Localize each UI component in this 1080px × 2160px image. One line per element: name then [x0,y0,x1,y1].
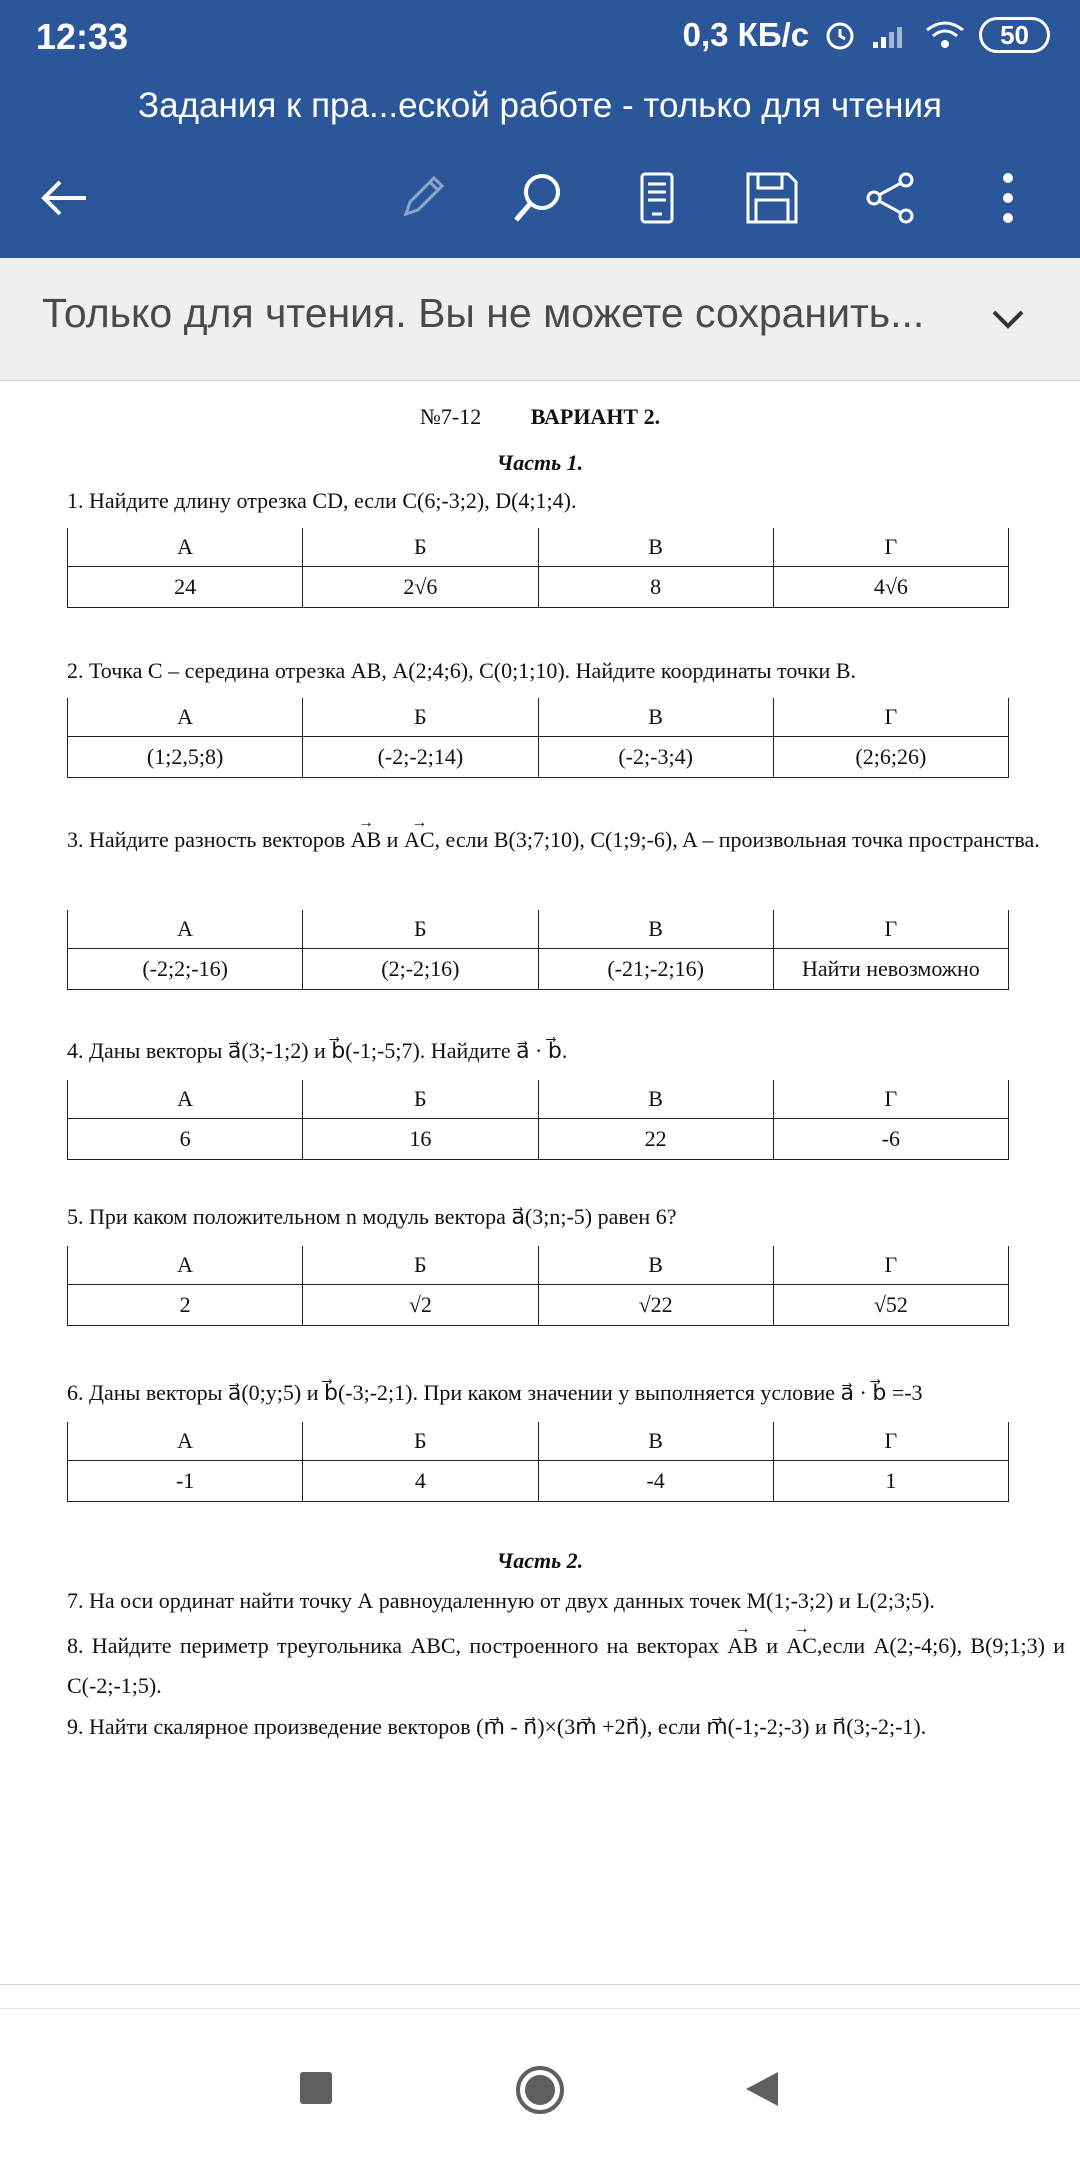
chevron-down-icon[interactable] [988,300,1028,340]
answer-cell: 8 [538,567,773,608]
answer-cell: 16 [303,1119,538,1160]
question-4: 4. Даны векторы a⃗(3;-1;2) и b⃗(-1;-5;7). Найдите a⃗ · b⃗. [67,1038,568,1063]
header-cell: Б [303,1246,538,1285]
answer-cell: 2 [68,1285,303,1326]
vector-ac: → AC [786,1626,817,1666]
header-cell: Г [773,698,1008,737]
answer-table-2 [67,698,1009,778]
search-icon[interactable] [510,170,566,226]
vector-ab: → AB [727,1626,758,1666]
q3-and: и [386,827,399,852]
question-9: 9. Найти скалярное произведение векторов (m⃗ - n⃗)×(3m⃗ +2n⃗), если m⃗(-1;-2;-3) и n⃗(3;-2;-1). [67,1714,927,1739]
answer-cell: -4 [538,1461,773,1502]
q8-post: ,если А(2;-4;6), В(9;1;3) и С(-2;-1;5). [67,1633,1066,1698]
status-right [683,16,1050,54]
answer-cell: (-2;2;-16) [68,949,303,990]
answer-cell: (-21;-2;16) [538,949,773,990]
question-8 [67,1626,1065,1706]
answer-cell: Найти невозможно [773,949,1008,990]
header-cell: Г [773,528,1008,567]
header-cell: Б [303,1080,538,1119]
header-cell: В [538,1246,773,1285]
answer-cell: 24 [68,567,303,608]
navigation-bar [0,2030,1080,2160]
answer-cell: 1 [773,1461,1008,1502]
variant-title: ВАРИАНТ 2. [530,404,661,429]
status-bar [0,0,1080,80]
answer-table-4 [67,1080,1009,1160]
status-time: 12:33 [36,16,129,57]
document-page [0,380,1080,1980]
header-cell: А [68,698,303,737]
read-only-banner[interactable] [0,258,1080,381]
page-divider [0,2008,1080,2009]
answer-cell: -6 [773,1119,1008,1160]
answer-cell: √22 [538,1285,773,1326]
battery-indicator: 50 [979,17,1050,53]
answer-cell: (2;6;26) [773,737,1008,778]
answer-table-6 [67,1422,1009,1502]
header-cell: В [538,698,773,737]
header-cell: Б [303,910,538,949]
part1-heading: Часть 1. [496,450,584,475]
question-3 [67,820,1065,860]
question-2: 2. Точка С – середина отрезка АВ, А(2;4;6), С(0;1;10). Найдите координаты точки В. [67,658,857,683]
back-nav-icon[interactable] [744,2070,780,2108]
header-cell: В [538,1422,773,1461]
answer-table-3 [67,910,1009,990]
page-divider [0,1984,1080,1985]
variant-header [0,404,1080,430]
task-number: №7-12 [419,404,482,429]
header-cell: В [538,910,773,949]
alarm-icon [823,18,857,52]
vector-ac: → AC [404,820,435,860]
save-icon[interactable] [744,170,800,226]
share-icon[interactable] [862,170,918,226]
header-cell: Г [773,1246,1008,1285]
header-cell: А [68,1422,303,1461]
header-cell: Г [773,1422,1008,1461]
more-icon[interactable] [980,170,1036,226]
part2-heading: Часть 2. [496,1548,584,1573]
header-cell: А [68,1246,303,1285]
header-cell: А [68,528,303,567]
question-5: 5. При каком положительном n модуль вектора a⃗(3;n;-5) равен 6? [67,1204,677,1229]
banner-text: Только для чтения. Вы не можете сохранить... [42,290,925,336]
header-cell: Б [303,698,538,737]
home-icon[interactable] [514,2064,566,2116]
answer-cell: 4 [303,1461,538,1502]
answer-cell: (-2;-2;14) [303,737,538,778]
answer-cell: (2;-2;16) [303,949,538,990]
back-arrow-icon[interactable] [36,170,92,226]
answer-cell: 6 [68,1119,303,1160]
answer-table-1 [67,528,1009,608]
question-7: 7. На оси ординат найти точку А равноудаленную от двух данных точек М(1;-3;2) и L(2;3;5). [67,1588,935,1613]
answer-cell: (1;2,5;8) [68,737,303,778]
answer-cell: √2 [303,1285,538,1326]
answer-cell: 22 [538,1119,773,1160]
answer-cell: 2√6 [303,567,538,608]
question-1: 1. Найдите длину отрезка CD, если C(6;-3;2), D(4;1;4). [67,488,577,513]
answer-cell: √52 [773,1285,1008,1326]
q3-pre: 3. Найдите разность векторов [67,827,346,852]
header-cell: Г [773,1080,1008,1119]
app-bar [0,0,1080,258]
network-speed: 0,3 КБ/с [682,16,810,53]
vector-ab: → AB [351,820,382,860]
recents-icon[interactable] [298,2070,334,2106]
pencil-icon[interactable] [394,170,450,226]
q8-pre: 8. Найдите периметр треугольника АВС, построенного на векторах [67,1633,720,1658]
q8-and: и [766,1633,778,1658]
header-cell: А [68,1080,303,1119]
signal-icon [871,20,911,50]
reading-view-icon[interactable] [628,170,684,226]
q3-post: , если B(3;7;10), C(1;9;-6), A – произвольная точка пространства. [434,827,1040,852]
toolbar [0,150,1080,240]
document-title: Задания к пра...еской работе - только для чтения [137,86,942,125]
header-cell: Б [303,1422,538,1461]
answer-cell: -1 [68,1461,303,1502]
header-cell: Б [303,528,538,567]
answer-table-5 [67,1246,1009,1326]
question-6: 6. Даны векторы a⃗(0;y;5) и b⃗(-3;-2;1). При каком значении y выполняется условие a⃗ · b⃗ =-3 [67,1380,923,1405]
answer-cell: 4√6 [773,567,1008,608]
header-cell: А [68,910,303,949]
header-cell: В [538,528,773,567]
wifi-icon [925,20,965,50]
answer-cell: (-2;-3;4) [538,737,773,778]
header-cell: Г [773,910,1008,949]
header-cell: В [538,1080,773,1119]
